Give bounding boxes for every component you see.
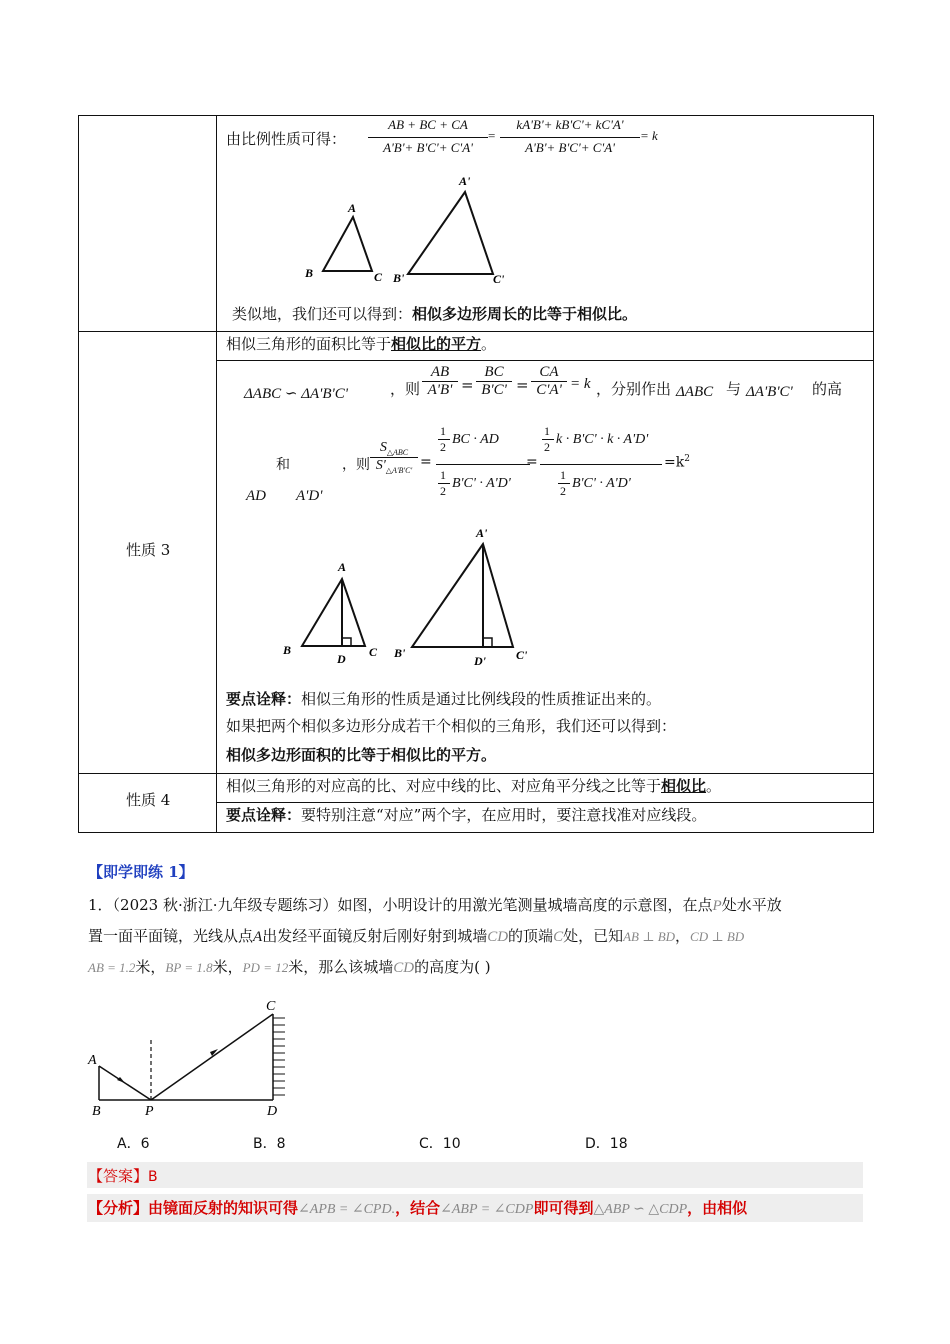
given-bp: BP = 1.8 xyxy=(165,960,213,975)
unit-1: 米， xyxy=(135,958,166,976)
sim-statement: ΔABC ∽ ΔA'B'C' xyxy=(244,386,348,402)
similarity-ratio-line: ΔABC ∽ ΔA'B'C' ，则 AB A'B' = BC B'C' = CA C'A' = k ，分别作出 ΔABC 与 ΔA'B'C' 的高 xyxy=(244,364,843,402)
height-text: 的高 xyxy=(812,380,843,398)
fig-point-A: A xyxy=(88,1053,97,1068)
then-text: ，则 xyxy=(390,380,421,398)
option-c[interactable] xyxy=(419,1134,461,1154)
given-ab: AB = 1.2 xyxy=(88,960,136,975)
ratio-ca-den: C'A' xyxy=(536,382,562,398)
conclusion-prefix: 类似地，我们还可以得到： xyxy=(232,305,413,323)
part1-den: B'C' · A'D' xyxy=(452,476,511,491)
fig-label-C: C xyxy=(369,645,378,659)
statement-underlined: 相似比的平方 xyxy=(391,335,482,353)
fig-point-D: D xyxy=(267,1104,278,1119)
statement4-prefix: 相似三角形的对应高的比、对应中线的比、对应角平分线之比等于 xyxy=(226,777,662,795)
formula-denominator-2: A'B'+ B'C'+ C'A' xyxy=(525,140,615,155)
analysis-label: 【分析】 xyxy=(88,1199,149,1217)
small-triangle-abc xyxy=(302,579,365,646)
note4-label: 要点诠释： xyxy=(226,806,302,824)
question-number: 1． xyxy=(88,896,113,914)
and-label: 和 xyxy=(276,457,290,473)
analysis-text-1: 由镜面反射的知识可得 xyxy=(148,1199,299,1217)
property-3-statement xyxy=(226,334,496,354)
formula-numerator-2: kA'B'+ kB'C'+ kC'A' xyxy=(516,117,624,132)
option-b-letter: B． xyxy=(253,1136,277,1152)
half-den-3: 2 xyxy=(544,440,550,454)
perimeter-conclusion xyxy=(232,304,637,324)
point-p: P xyxy=(712,898,722,914)
half-num-2: 1 xyxy=(440,468,446,482)
fig-point-P: P xyxy=(145,1104,154,1119)
exercise-header: 【即学即练 1】 xyxy=(88,863,194,881)
property-3-label: 性质 3 xyxy=(126,541,171,559)
tri-abc-prime: ΔA'B'C' xyxy=(746,384,793,400)
fig-point-C: C xyxy=(266,999,276,1014)
option-c-letter: C． xyxy=(419,1136,443,1152)
statement-prefix: 相似三角形的面积比等于 xyxy=(226,335,392,353)
reflected-ray xyxy=(151,1014,273,1100)
fig-label-D: D xyxy=(337,652,346,666)
label-A-prime: A' xyxy=(459,174,471,188)
option-a[interactable] xyxy=(117,1134,150,1154)
analysis-eq-2: ∠ABP = ∠CDP xyxy=(440,1202,534,1217)
option-c-value: 10 xyxy=(442,1136,461,1152)
perp-cd-bd: CD ⊥ BD xyxy=(690,929,745,944)
property-4-note xyxy=(226,805,706,825)
question-text-2a: 置一面平面镜，光线从点 xyxy=(88,927,254,945)
property-3-note-line3: 相似多边形面积的比等于相似比的平方。 xyxy=(226,746,497,764)
area-num: S xyxy=(379,440,387,455)
fig-label-B-prime: B' xyxy=(394,646,406,660)
analysis-text-2: ，结合 xyxy=(395,1199,441,1217)
perimeter-formula: AB + BC + CA A'B'+ B'C'+ C'A' = kA'B'+ kB'C'+ kC'A' A'B'+ B'C'+ C'A' = k xyxy=(368,117,668,161)
fig-point-B: B xyxy=(92,1104,101,1119)
tri-abc: ΔABC xyxy=(676,384,714,400)
label-A: A xyxy=(348,201,357,215)
property-3-note-line2: 如果把两个相似多边形分成若干个相似的三角形，我们还可以得到： xyxy=(226,717,677,735)
ratio-k: = k xyxy=(570,376,591,392)
then-label: ，则 xyxy=(342,457,370,473)
result-exp: 2 xyxy=(684,454,690,464)
ratio-bc-den: B'C' xyxy=(481,382,507,398)
fig-label-A-prime: A' xyxy=(476,526,488,540)
altitude-ad: AD xyxy=(246,488,266,504)
area-den-sub: △A'B'C' xyxy=(385,465,413,475)
half-den-1: 2 xyxy=(440,440,446,454)
unit-3: 米，那么该城墙 xyxy=(288,958,394,976)
property-3-note xyxy=(226,689,661,709)
ratio-ca-num: CA xyxy=(539,364,559,380)
statement4-suffix: 。 xyxy=(706,777,722,795)
fig-label-B: B xyxy=(283,643,292,657)
comma: ， xyxy=(675,927,691,945)
option-b[interactable] xyxy=(253,1134,286,1154)
point-a: A xyxy=(253,929,263,945)
area-num-sub: △ABC xyxy=(386,447,409,457)
note-label: 要点诠释： xyxy=(226,690,302,708)
note-text: 相似三角形的性质是通过比例线段的性质推证出来的。 xyxy=(301,690,662,708)
half-num-1: 1 xyxy=(440,424,446,438)
option-a-letter: A． xyxy=(117,1136,141,1152)
question-blank: 的高度为( ) xyxy=(414,958,491,976)
half-num-4: 1 xyxy=(560,468,566,482)
and-text: 与 xyxy=(726,380,742,398)
question-line-2 xyxy=(88,926,878,947)
half-den-4: 2 xyxy=(560,484,566,498)
question-text-2d: 处，已知 xyxy=(563,927,624,945)
analysis-line xyxy=(88,1198,747,1220)
part1-num: BC · AD xyxy=(452,432,499,447)
altitude-triangles-figure xyxy=(275,522,545,672)
option-d[interactable] xyxy=(585,1134,628,1154)
perp-ab-bd: AB ⊥ BD xyxy=(623,929,676,944)
area-den: S' xyxy=(375,457,386,473)
question-line-1 xyxy=(88,895,868,916)
perimeter-intro: 由比例性质可得： xyxy=(226,130,347,148)
question-line-3 xyxy=(88,957,491,978)
ratio-ab-den: A'B' xyxy=(427,382,453,398)
question-source: （2023 秋·浙江·九年级专题练习） xyxy=(112,896,338,914)
analysis-eq-1: ∠APB = ∠CPD. xyxy=(298,1202,396,1217)
analysis-text-4: ，由相似 xyxy=(687,1199,748,1217)
fig-label-C-prime: C' xyxy=(516,648,528,662)
given-pd: PD = 12 xyxy=(242,960,289,975)
right-angle-mark-small xyxy=(342,638,351,646)
altitude-a-prime-d-prime: A'D' xyxy=(296,488,323,504)
answer-line xyxy=(88,1166,158,1187)
right-angle-mark-large xyxy=(483,638,492,647)
result-k: =k xyxy=(664,454,685,471)
option-d-letter: D． xyxy=(585,1136,610,1152)
property-4-label: 性质 4 xyxy=(126,791,171,809)
part2-den: B'C' · A'D' xyxy=(572,476,631,491)
property-4-statement xyxy=(226,776,721,796)
label-C: C xyxy=(374,270,383,284)
answer-label: 【答案】 xyxy=(88,1167,149,1185)
ratio-ab-num: AB xyxy=(430,364,450,380)
half-num-3: 1 xyxy=(544,424,550,438)
answer-value: B xyxy=(148,1169,158,1185)
formula-k: = k xyxy=(640,128,658,143)
large-triangle xyxy=(408,192,493,274)
label-B: B xyxy=(305,266,314,280)
option-a-value: 6 xyxy=(140,1136,150,1152)
fig-label-D-prime: D' xyxy=(474,654,486,668)
part2-num: k · B'C' · k · A'D' xyxy=(556,432,649,447)
question-text-1: 如图，小明设计的用激光笔测量城墙高度的示意图，在点 xyxy=(337,896,713,914)
formula-denominator-1: A'B'+ B'C'+ C'A' xyxy=(383,140,473,155)
question-text-1-end: 处水平放 xyxy=(721,896,782,914)
point-c: C xyxy=(553,929,564,945)
question-text-2c: 的顶端 xyxy=(508,927,554,945)
option-b-value: 8 xyxy=(276,1136,286,1152)
ratio-bc-num: BC xyxy=(484,364,504,380)
wall-hatch xyxy=(273,1018,285,1095)
statement-suffix: 。 xyxy=(481,335,497,353)
statement4-underlined: 相似比 xyxy=(661,777,707,795)
segment-cd: CD xyxy=(487,929,509,945)
analysis-text-3: 即可得到 xyxy=(533,1199,594,1217)
fig-label-A: A xyxy=(338,560,347,574)
analysis-eq-3: △ABP ∽ △CDP xyxy=(593,1202,688,1217)
unit-2: 米， xyxy=(212,958,243,976)
small-triangle xyxy=(323,217,372,271)
option-d-value: 18 xyxy=(609,1136,628,1152)
label-B-prime: B' xyxy=(393,271,405,285)
question-text-2b: 出发经平面镜反射后刚好射到城墙 xyxy=(262,927,488,945)
label-C-prime: C' xyxy=(493,272,505,286)
half-den-2: 2 xyxy=(440,484,446,498)
formula-numerator-1: AB + BC + CA xyxy=(388,117,468,132)
note4-text: 要特别注意“对应”两个字，在应用时，要注意找准对应线段。 xyxy=(301,806,707,824)
similar-triangles-figure xyxy=(290,170,530,290)
conclusion-bold: 相似多边形周长的比等于相似比。 xyxy=(412,305,638,323)
segment-cd-2: CD xyxy=(393,960,415,976)
laser-mirror-figure xyxy=(85,988,300,1123)
large-triangle-abc-prime xyxy=(412,544,513,647)
answer-bar xyxy=(87,1162,863,1188)
area-ratio-derivation: 和 ，则 $S_{\triangle ABC}$ $S'_{\triangle A'B'C'}$ = 1 2 BC · AD 1 2 B'C' · A'D' = 1 2 k · B'C' · k · A'D' 1 2 B'C' · A'D' $=k^2$ xyxy=(276,424,690,498)
draw-text: ，分别作出 xyxy=(596,380,672,398)
